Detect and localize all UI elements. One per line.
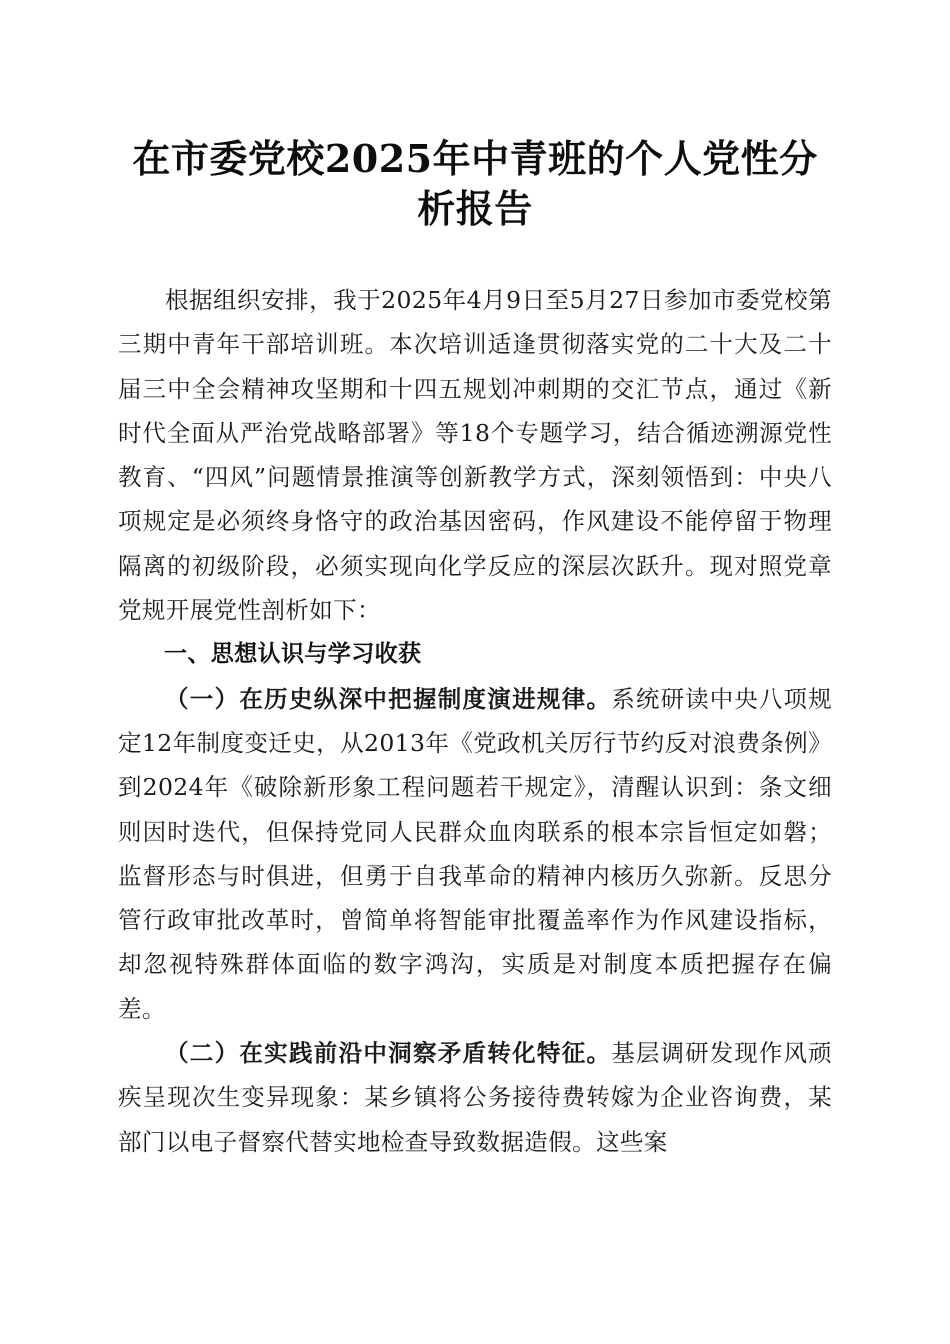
item-title-2: （二）在实践前沿中洞察矛盾转化特征。 [165, 1039, 612, 1068]
item-title-1: （一）在历史纵深中把握制度演进规律。 [165, 684, 612, 713]
item-text-1: 系统研读中央八项规定12年制度变迁史，从2013年《党政机关厉行节约反对浪费条例》到2024年《破除新形象工程问题若干规定》，清醒认识到：条文细则因时迭代，但保持党同人民群众血肉联系的根本宗旨恒定如磐；监督形态与时俱进，但勇于自我革命的精神内核历久弥新。反思分管行政审批改革时，曾简单将智能审批覆盖率作为作风建设指标，却忽视特殊群体面临的数字鸿沟，实质是对制度本质把握存在偏差。 [118, 684, 832, 1023]
intro-paragraph: 根据组织安排，我于2025年4月9日至5月27日参加市委党校第三期中青年干部培训班。本次培训适逢贯彻落实党的二十大及二十届三中全会精神攻坚期和十四五规划冲刺期的交汇节点，通过《新时代全面从严治党战略部署》等18个专题学习，结合循迹溯源党性教育、“四风”问题情景推演等创新教学方式，深刻领悟到：中央八项规定是必须终身恪守的政治基因密码，作风建设不能停留于物理隔离的初级阶段，必须实现向化学反应的深层次跃升。现对照党章党规开展党性剖析如下： [118, 286, 832, 625]
item-paragraph-2 [118, 1031, 832, 1164]
section-heading: 一、思想认识与学习收获 [164, 641, 422, 668]
document-body [118, 278, 832, 1164]
item-paragraph-1 [118, 677, 832, 1031]
item-text-2: 基层调研发现作风顽疾呈现次生变异现象：某乡镇将公务接待费转嫁为企业咨询费，某部门以电子督察代替实地检查导致数据造假。这些案 [118, 1039, 832, 1156]
document-title: 在市委党校2025年中青班的个人党性分析报告 [132, 136, 818, 231]
